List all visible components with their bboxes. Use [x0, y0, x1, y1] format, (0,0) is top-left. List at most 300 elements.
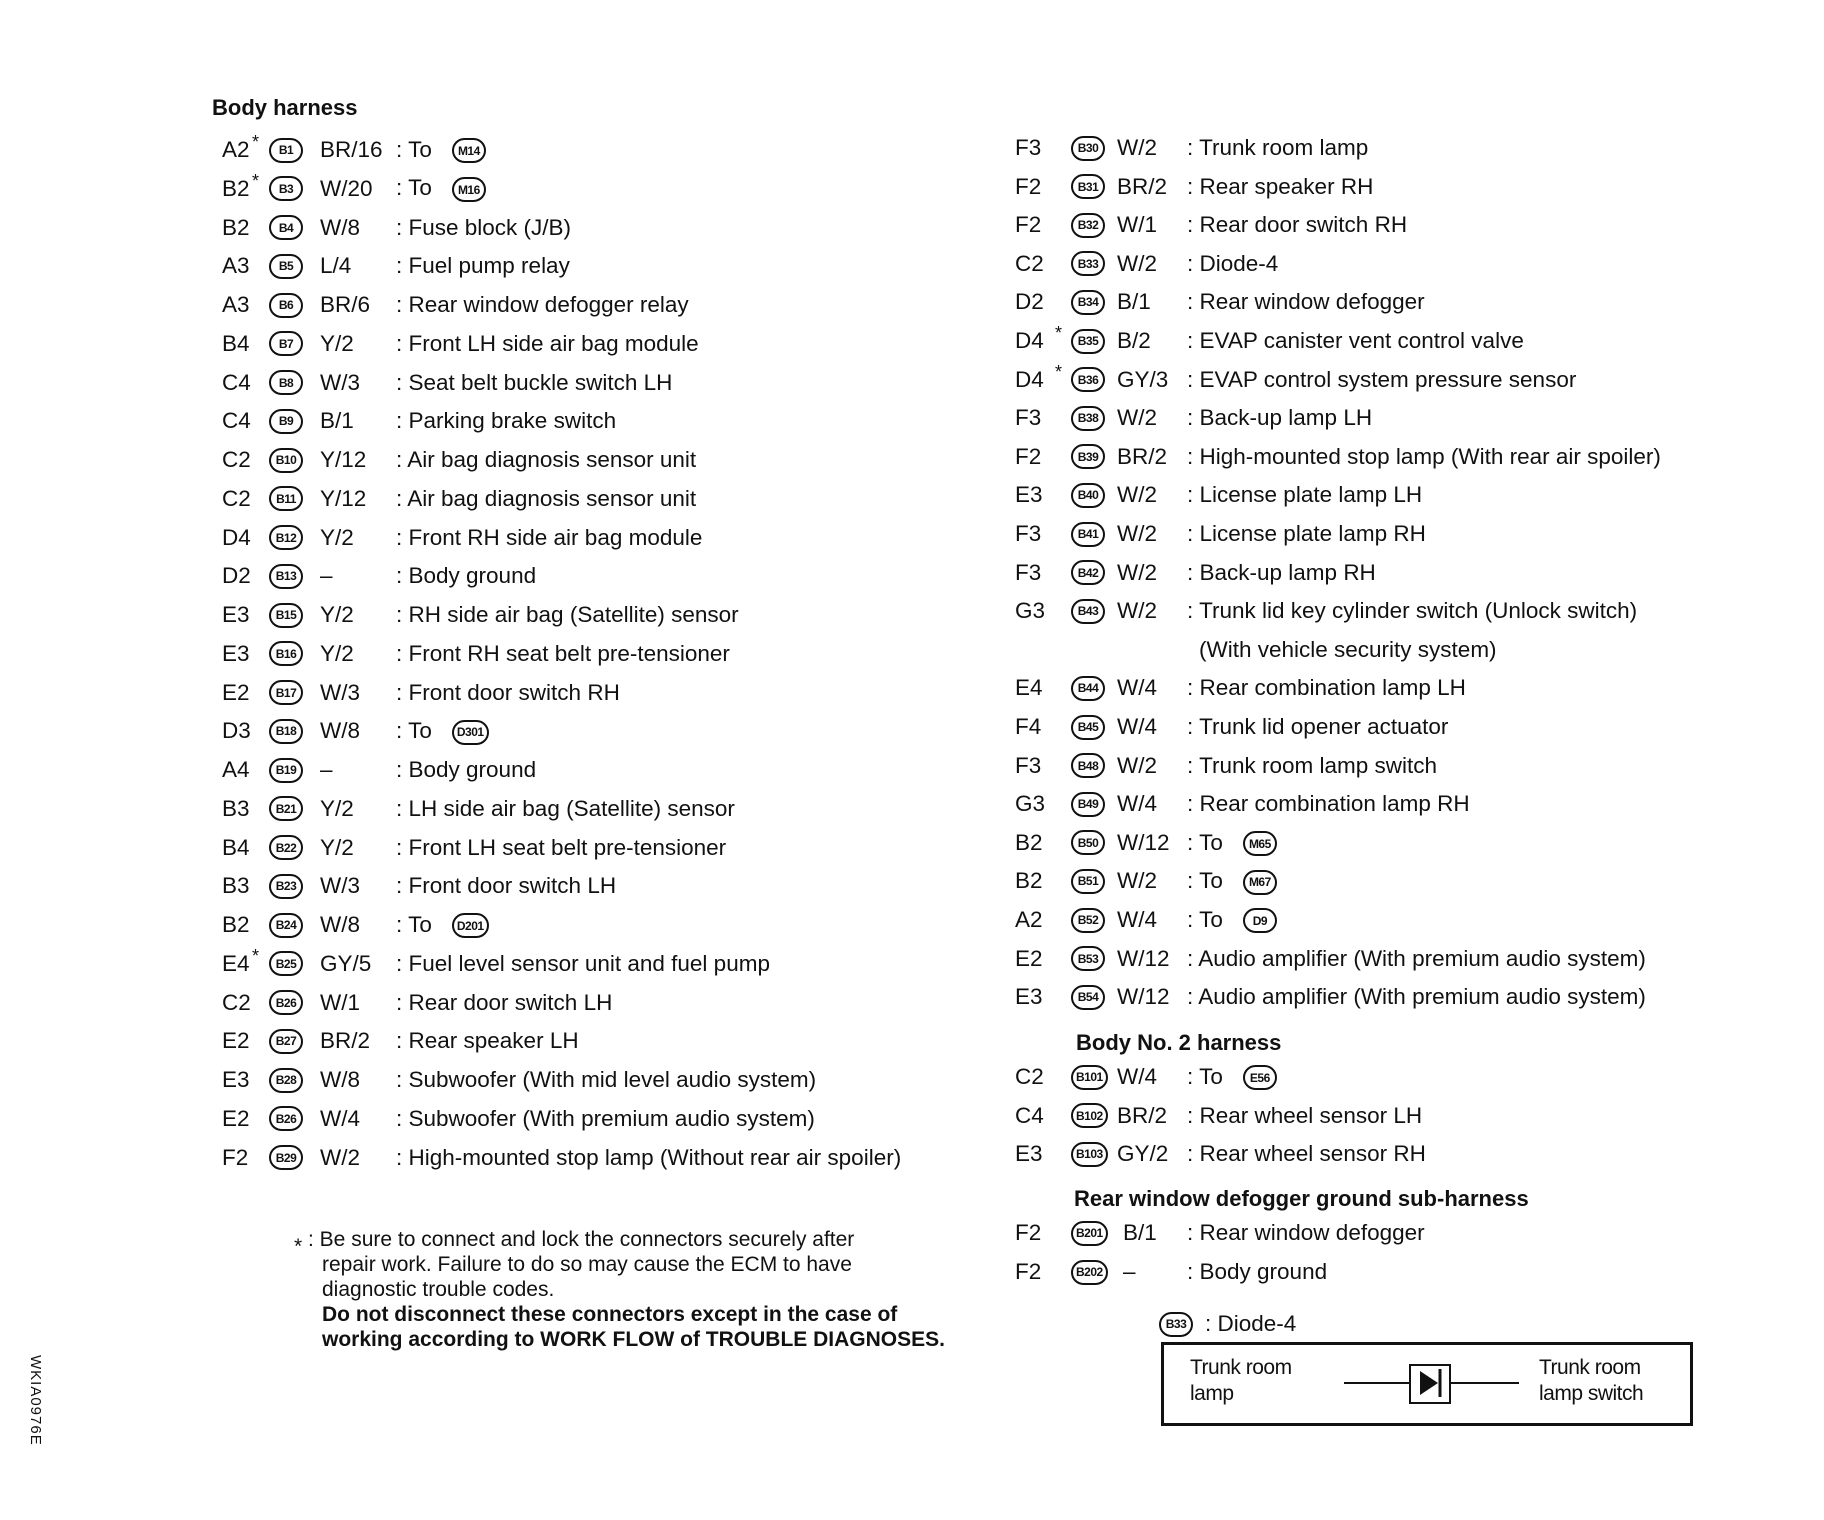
connector-row	[222, 210, 982, 246]
connector-description: : Subwoofer (With mid level audio system)	[396, 1067, 817, 1092]
connector-row	[1015, 362, 1815, 398]
connector-description: : Front LH side air bag module	[396, 330, 699, 356]
wire-spec: B/1	[320, 408, 354, 434]
wire-spec: B/1	[1117, 289, 1151, 315]
grid-ref: C2	[1015, 1064, 1044, 1089]
connector-description: : To D9	[1187, 907, 1277, 934]
target-connector-badge: D9	[1243, 908, 1277, 933]
connector-description: : Body ground	[396, 563, 537, 589]
connector-description: : Rear speaker RH	[1187, 173, 1374, 199]
connector-row	[1015, 670, 1815, 706]
wire-spec: W/2	[1117, 482, 1158, 508]
wire-spec: W/8	[320, 214, 361, 240]
connector-description: : Trunk room lamp switch	[1187, 752, 1438, 778]
target-connector-badge: M67	[1243, 870, 1277, 895]
wire-spec: Y/2	[320, 602, 354, 627]
grid-ref: F3	[1015, 752, 1042, 778]
connector-description: : Trunk lid opener actuator	[1187, 714, 1449, 739]
grid-ref: B3	[222, 795, 250, 821]
wire-spec: W/2	[1117, 405, 1158, 431]
connector-row	[222, 713, 982, 749]
connector-description: : Parking brake switch	[396, 408, 617, 434]
grid-ref: E3	[1015, 1141, 1043, 1167]
connector-row	[1015, 941, 1815, 977]
connector-row	[1015, 284, 1815, 320]
connector-badge: B103	[1071, 1142, 1108, 1167]
connector-description: : Front door switch LH	[396, 873, 617, 899]
connector-description: : Rear combination lamp LH	[1187, 675, 1466, 701]
grid-ref: F2	[1015, 1220, 1042, 1245]
wire-spec: W/3	[320, 369, 361, 395]
connector-badge: B54	[1071, 985, 1105, 1010]
connector-row	[222, 287, 982, 323]
connector-badge: B38	[1071, 406, 1105, 431]
connector-description: : License plate lamp LH	[1187, 482, 1423, 508]
wire-spec: W/3	[320, 679, 361, 705]
connector-row	[1015, 169, 1815, 205]
grid-ref: D2	[222, 563, 251, 589]
connector-badge: B39	[1071, 444, 1105, 469]
connector-description: : To M14	[396, 137, 486, 164]
connector-badge: B49	[1071, 792, 1105, 817]
note-line-2: repair work. Failure to do so may cause the ECM to have	[322, 1253, 852, 1276]
wire-spec: W/8	[320, 1067, 361, 1092]
connector-row	[1015, 323, 1815, 359]
star-mark: *	[1055, 323, 1063, 343]
wire-spec: W/4	[1117, 791, 1158, 817]
note-bold-1: Do not disconnect these connectors except in the case of	[322, 1303, 898, 1326]
connector-description: : To D201	[396, 912, 489, 939]
wire-spec: W/2	[1117, 598, 1158, 624]
wire-spec: W/12	[1117, 829, 1170, 855]
wire-spec: Y/12	[320, 447, 367, 472]
connector-badge: B25	[269, 951, 303, 976]
connector-row	[1015, 825, 1815, 861]
connector-row	[222, 520, 982, 556]
grid-ref: C2	[1015, 250, 1044, 276]
connector-description: : High-mounted stop lamp (With rear air spoiler)	[1187, 443, 1661, 469]
wire-spec: Y/2	[320, 795, 354, 821]
wire-spec: W/2	[1117, 559, 1158, 585]
grid-ref: F2	[1015, 173, 1042, 199]
connector-row	[1015, 207, 1815, 243]
connector-row	[1015, 632, 1815, 668]
connector-badge: B23	[269, 874, 303, 899]
wire-spec: W/2	[1117, 135, 1158, 160]
diode-left-label-1: Trunk room	[1190, 1356, 1292, 1379]
wire-spec: W/4	[1117, 907, 1158, 932]
target-connector-badge: D301	[452, 720, 489, 745]
wire-spec: W/4	[1117, 714, 1158, 739]
wire-spec: W/8	[320, 912, 361, 937]
connector-description: : Rear wheel sensor LH	[1187, 1102, 1423, 1128]
connector-description: : Audio amplifier (With premium audio system)	[1187, 984, 1646, 1010]
wire-spec: W/2	[320, 1144, 361, 1170]
connector-badge: B18	[269, 719, 303, 744]
wire-spec: W/2	[1117, 521, 1158, 546]
grid-ref: F3	[1015, 135, 1042, 160]
connector-badge: B52	[1071, 908, 1105, 933]
grid-ref: A2	[1015, 907, 1043, 932]
connector-description: : Air bag diagnosis sensor unit	[396, 447, 697, 472]
connector-description: : Front LH seat belt pre-tensioner	[396, 834, 727, 860]
connector-description: : Front door switch RH	[396, 679, 620, 705]
connector-badge: B4	[269, 215, 303, 240]
connector-description: : Diode-4	[1187, 250, 1279, 276]
connector-badge: B10	[269, 448, 303, 473]
connector-row	[222, 1101, 982, 1137]
grid-ref: F2	[1015, 1259, 1042, 1284]
connector-description: : LH side air bag (Satellite) sensor	[396, 795, 735, 821]
connector-description: : Audio amplifier (With premium audio system)	[1187, 945, 1646, 971]
wire-spec: BR/16	[320, 137, 383, 162]
connector-description: : Rear wheel sensor RH	[1187, 1141, 1426, 1167]
connector-badge: B21	[269, 796, 303, 821]
target-connector-badge: M14	[452, 138, 486, 163]
connector-badge: B36	[1071, 367, 1105, 392]
grid-ref: E2	[222, 1105, 250, 1131]
wire-spec: Y/2	[320, 834, 354, 860]
grid-ref: A2	[222, 137, 250, 162]
connector-description: : Fuel level sensor unit and fuel pump	[396, 950, 770, 976]
heading-body-no2-harness: Body No. 2 harness	[1076, 1030, 1282, 1055]
wire-spec: W/2	[1117, 752, 1158, 778]
note-line-1: : Be sure to connect and lock the connectors securely after	[308, 1228, 855, 1251]
grid-ref: B4	[222, 330, 250, 356]
connector-description: : To E56	[1187, 1064, 1277, 1091]
document-code: WKIA0976E	[27, 1355, 44, 1446]
grid-ref: E3	[222, 1067, 250, 1092]
wire-spec: Y/12	[320, 485, 367, 511]
connector-row	[222, 1062, 982, 1098]
connector-badge: B24	[269, 913, 303, 938]
connector-description: : Back-up lamp RH	[1187, 559, 1376, 585]
connector-row	[222, 1140, 982, 1176]
connector-badge: B31	[1071, 174, 1105, 199]
wire-spec: W/12	[1117, 984, 1170, 1010]
connector-badge: B11	[269, 486, 303, 511]
wire-spec: W/1	[320, 989, 361, 1015]
grid-ref: C4	[222, 408, 251, 434]
target-connector-badge: E56	[1243, 1065, 1277, 1090]
grid-ref: E4	[1015, 675, 1043, 701]
connector-badge: B28	[269, 1068, 303, 1093]
grid-ref: B2	[1015, 829, 1043, 855]
grid-ref: D3	[222, 718, 251, 744]
grid-ref: B2	[1015, 868, 1043, 894]
connector-row	[222, 558, 982, 594]
connector-row	[222, 636, 982, 672]
grid-ref: B2	[222, 912, 250, 937]
connector-badge: B202	[1071, 1260, 1108, 1285]
wire-spec: –	[320, 563, 333, 589]
wire-spec: B/2	[1117, 328, 1151, 353]
connector-badge: B33	[1071, 251, 1105, 276]
wire-spec: W/4	[1117, 675, 1158, 701]
grid-ref: C4	[222, 369, 251, 395]
wire-spec: W/20	[320, 175, 373, 201]
wire-spec: GY/2	[1117, 1141, 1169, 1167]
diode-right-label-1: Trunk room	[1539, 1356, 1641, 1379]
grid-ref: F3	[1015, 559, 1042, 585]
diode-schematic-box	[1161, 1342, 1693, 1426]
connector-description: : Back-up lamp LH	[1187, 405, 1373, 431]
wire-spec: –	[320, 757, 333, 782]
connector-row	[1015, 709, 1815, 745]
connector-description: : License plate lamp RH	[1187, 521, 1426, 546]
grid-ref: G3	[1015, 791, 1046, 817]
grid-ref: F4	[1015, 714, 1042, 739]
connector-row	[1015, 1059, 1815, 1095]
star-mark: *	[252, 945, 260, 966]
grid-ref: F2	[1015, 443, 1042, 469]
connector-description: : To M65	[1187, 830, 1277, 857]
connector-description: : Air bag diagnosis sensor unit	[396, 485, 697, 511]
connector-badge: B48	[1071, 753, 1105, 778]
connector-badge: B45	[1071, 715, 1105, 740]
wire-spec: W/2	[1117, 250, 1158, 276]
connector-badge: B19	[269, 758, 303, 783]
grid-ref: C2	[222, 989, 251, 1015]
wire-spec: Y/2	[320, 524, 354, 550]
connector-badge: B6	[269, 293, 303, 318]
diode-symbol-icon	[1344, 1359, 1519, 1409]
connector-badge: B35	[1071, 329, 1105, 354]
wire-spec: B/1	[1123, 1220, 1157, 1245]
connector-row	[1015, 979, 1815, 1015]
wire-spec: W/4	[1117, 1064, 1158, 1089]
connector-row	[1015, 1136, 1815, 1172]
connector-row	[1015, 593, 1815, 629]
connector-row	[222, 830, 982, 866]
grid-ref: A3	[222, 253, 250, 279]
connector-row	[1015, 786, 1815, 822]
grid-ref: F2	[1015, 212, 1042, 238]
wire-spec: BR/2	[1117, 1102, 1168, 1128]
diode-left-label-2: lamp	[1190, 1382, 1234, 1405]
connector-badge: B8	[269, 370, 303, 395]
connector-description: : To M16	[396, 175, 486, 202]
connector-badge: B15	[269, 603, 303, 628]
connector-row	[222, 675, 982, 711]
connector-row	[222, 946, 982, 982]
grid-ref: E3	[222, 640, 250, 666]
connector-badge: B40	[1071, 483, 1105, 508]
connector-row	[1015, 902, 1815, 938]
diode-label: : Diode-4	[1205, 1311, 1297, 1336]
grid-ref: F3	[1015, 405, 1042, 431]
connector-badge: B32	[1071, 213, 1105, 238]
connector-badge: B42	[1071, 560, 1105, 585]
connector-row	[222, 597, 982, 633]
connector-description: : EVAP canister vent control valve	[1187, 328, 1524, 353]
connector-badge: B12	[269, 525, 303, 550]
connector-row	[222, 868, 982, 904]
connector-description: : Rear window defogger relay	[396, 292, 689, 317]
wire-spec: BR/6	[320, 292, 371, 317]
connector-description: : Rear speaker LH	[396, 1028, 579, 1054]
wire-spec: BR/2	[1117, 173, 1168, 199]
connector-badge: B44	[1071, 676, 1105, 701]
wire-spec: BR/2	[320, 1028, 371, 1054]
wire-spec: W/12	[1117, 945, 1170, 971]
connector-row	[222, 907, 982, 943]
connector-row	[222, 481, 982, 517]
diode-right-label-2: lamp switch	[1539, 1382, 1644, 1405]
connector-badge: B101	[1071, 1065, 1108, 1090]
connector-row	[1015, 439, 1815, 475]
connector-description: : Fuel pump relay	[396, 253, 570, 279]
connector-row	[222, 365, 982, 401]
grid-ref: D4	[1015, 366, 1044, 392]
grid-ref: E3	[1015, 984, 1043, 1010]
connector-row	[1015, 555, 1815, 591]
grid-ref: A3	[222, 292, 250, 317]
wire-spec: GY/3	[1117, 366, 1169, 392]
connector-description: (With vehicle security system)	[1199, 636, 1497, 662]
wire-spec: Y/2	[320, 640, 354, 666]
grid-ref: G3	[1015, 598, 1046, 624]
connector-description: : Front RH side air bag module	[396, 524, 703, 550]
grid-ref: D4	[1015, 328, 1044, 353]
connector-badge: B43	[1071, 599, 1105, 624]
wire-spec: GY/5	[320, 950, 372, 976]
wire-spec: L/4	[320, 253, 352, 279]
connector-description: : High-mounted stop lamp (Without rear air spoiler)	[396, 1144, 902, 1170]
wire-spec: W/3	[320, 873, 361, 899]
grid-ref: A4	[222, 757, 250, 782]
connector-description: : Trunk lid key cylinder switch (Unlock switch)	[1187, 598, 1638, 624]
connector-badge: B201	[1071, 1221, 1108, 1246]
connector-badge: B50	[1071, 830, 1105, 855]
connector-row	[1015, 130, 1815, 166]
connector-badge: B102	[1071, 1103, 1108, 1128]
grid-ref: E4	[222, 950, 250, 976]
connector-badge: B34	[1071, 290, 1105, 315]
grid-ref: E3	[1015, 482, 1043, 508]
connector-row	[1015, 1098, 1815, 1134]
connector-row	[222, 171, 982, 207]
note-star: *	[294, 1235, 303, 1258]
connector-badge: B3	[269, 176, 303, 201]
connector-row	[222, 752, 982, 788]
connector-description: : Rear combination lamp RH	[1187, 791, 1470, 817]
grid-ref: F2	[222, 1144, 249, 1170]
connector-description: : To D301	[396, 718, 489, 745]
connector-badge: B29	[269, 1145, 303, 1170]
connector-description: : Fuse block (J/B)	[396, 214, 572, 240]
connector-row	[1015, 400, 1815, 436]
grid-ref: E2	[222, 679, 250, 705]
connector-badge: B53	[1071, 946, 1105, 971]
connector-row	[222, 132, 982, 168]
wire-spec: Y/2	[320, 330, 354, 356]
grid-ref: B3	[222, 873, 250, 899]
connector-description: : Rear door switch LH	[396, 989, 613, 1015]
wire-spec: W/1	[1117, 212, 1158, 238]
target-connector-badge: M65	[1243, 831, 1277, 856]
heading-body-harness: Body harness	[212, 95, 358, 120]
grid-ref: D2	[1015, 289, 1044, 315]
target-connector-badge: M16	[452, 177, 486, 202]
grid-ref: E3	[222, 602, 250, 627]
grid-ref: F3	[1015, 521, 1042, 546]
connector-description: : Rear window defogger	[1187, 1220, 1425, 1245]
connector-badge: B27	[269, 1029, 303, 1054]
connector-row	[1015, 246, 1815, 282]
connector-badge: B7	[269, 331, 303, 356]
connector-row	[1015, 516, 1815, 552]
connector-badge: B13	[269, 564, 303, 589]
connector-row	[1015, 1254, 1815, 1290]
connector-description: : To M67	[1187, 868, 1277, 895]
star-mark: *	[252, 170, 260, 191]
connector-row	[222, 985, 982, 1021]
wire-spec: W/2	[1117, 868, 1158, 894]
connector-row	[1015, 863, 1815, 899]
connector-row	[1015, 1215, 1815, 1251]
grid-ref: D4	[222, 524, 251, 550]
connector-description: : Body ground	[1187, 1259, 1328, 1284]
connector-row	[222, 326, 982, 362]
note-line-3: diagnostic trouble codes.	[322, 1278, 555, 1301]
grid-ref: B4	[222, 834, 250, 860]
connector-description: : EVAP control system pressure sensor	[1187, 366, 1577, 392]
note-bold-2: working according to WORK FLOW of TROUBLE DIAGNOSES.	[322, 1328, 945, 1351]
connector-row	[222, 791, 982, 827]
connector-badge: B1	[269, 138, 303, 163]
connector-badge: B5	[269, 254, 303, 279]
connector-description: : Seat belt buckle switch LH	[396, 369, 673, 395]
connector-row	[222, 442, 982, 478]
connector-description: : Rear door switch RH	[1187, 212, 1408, 238]
heading-rear-defogger-subharness: Rear window defogger ground sub-harness	[1074, 1186, 1529, 1211]
grid-ref: B2	[222, 214, 250, 240]
target-connector-badge: D201	[452, 913, 489, 938]
connector-description: : RH side air bag (Satellite) sensor	[396, 602, 739, 627]
star-mark: *	[252, 132, 260, 152]
wire-spec: W/8	[320, 718, 361, 744]
wire-spec: –	[1123, 1259, 1136, 1284]
connector-row	[222, 248, 982, 284]
wire-spec: W/4	[320, 1105, 361, 1131]
connector-badge: B30	[1071, 136, 1105, 161]
grid-ref: C2	[222, 485, 251, 511]
connector-description: : Subwoofer (With premium audio system)	[396, 1105, 815, 1131]
connector-badge: B26	[269, 1106, 303, 1131]
connector-row	[222, 403, 982, 439]
grid-ref: B2	[222, 175, 250, 201]
connector-badge: B9	[269, 409, 303, 434]
star-mark: *	[1055, 361, 1063, 382]
grid-ref: E2	[1015, 945, 1043, 971]
connector-row	[1015, 748, 1815, 784]
connector-row	[1015, 477, 1815, 513]
connector-badge: B22	[269, 835, 303, 860]
connector-description: : Front RH seat belt pre-tensioner	[396, 640, 730, 666]
connector-description: : Rear window defogger	[1187, 289, 1425, 315]
grid-ref: C4	[1015, 1102, 1044, 1128]
wire-spec: BR/2	[1117, 443, 1168, 469]
connector-row	[222, 1023, 982, 1059]
connector-badge: B16	[269, 641, 303, 666]
diode-connector-badge: B33	[1159, 1312, 1193, 1337]
connector-badge: B51	[1071, 869, 1105, 894]
connector-badge: B17	[269, 680, 303, 705]
connector-badge: B26	[269, 990, 303, 1015]
connector-badge: B41	[1071, 522, 1105, 547]
grid-ref: C2	[222, 447, 251, 472]
